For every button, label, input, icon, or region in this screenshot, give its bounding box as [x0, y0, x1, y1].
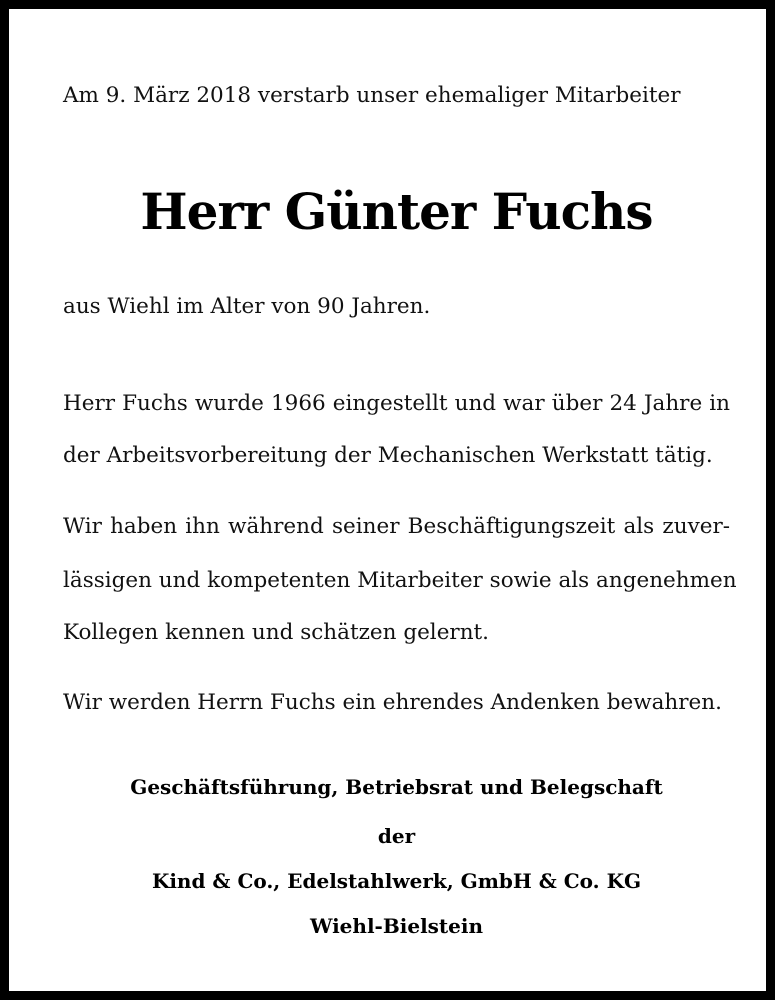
paragraph1-line2: der Arbeitsvorbereitung der Mechanischen Werkstatt tätig. — [63, 443, 713, 468]
deceased-name: Herr Günter Fuchs — [140, 182, 653, 241]
signature-line-3: Kind & Co., Edelstahlwerk, GmbH & Co. KG — [151, 869, 642, 893]
signature-line-1: Geschäftsführung, Betriebsrat und Belegschaft — [130, 775, 663, 799]
paragraph3-line: Wir werden Herrn Fuchs ein ehrendes Andenken bewahren. — [63, 690, 722, 715]
paragraph2-line2: lässigen und kompetenten Mitarbeiter sowie als angenehmen — [63, 568, 737, 593]
paragraph2-line3: Kollegen kennen und schätzen gelernt. — [63, 620, 490, 645]
paragraph1-line1: Herr Fuchs wurde 1966 eingestellt und war über 24 Jahre in — [63, 391, 730, 416]
paragraph2-line1: Wir haben ihn während seiner Beschäftigungszeit als zuver- — [63, 514, 730, 539]
signature-line-4: Wiehl-Bielstein — [309, 914, 484, 938]
origin-line: aus Wiehl im Alter von 90 Jahren. — [63, 294, 431, 319]
signature-line-2: der — [377, 824, 416, 848]
intro-line: Am 9. März 2018 verstarb unser ehemaliger Mitarbeiter — [63, 83, 681, 108]
